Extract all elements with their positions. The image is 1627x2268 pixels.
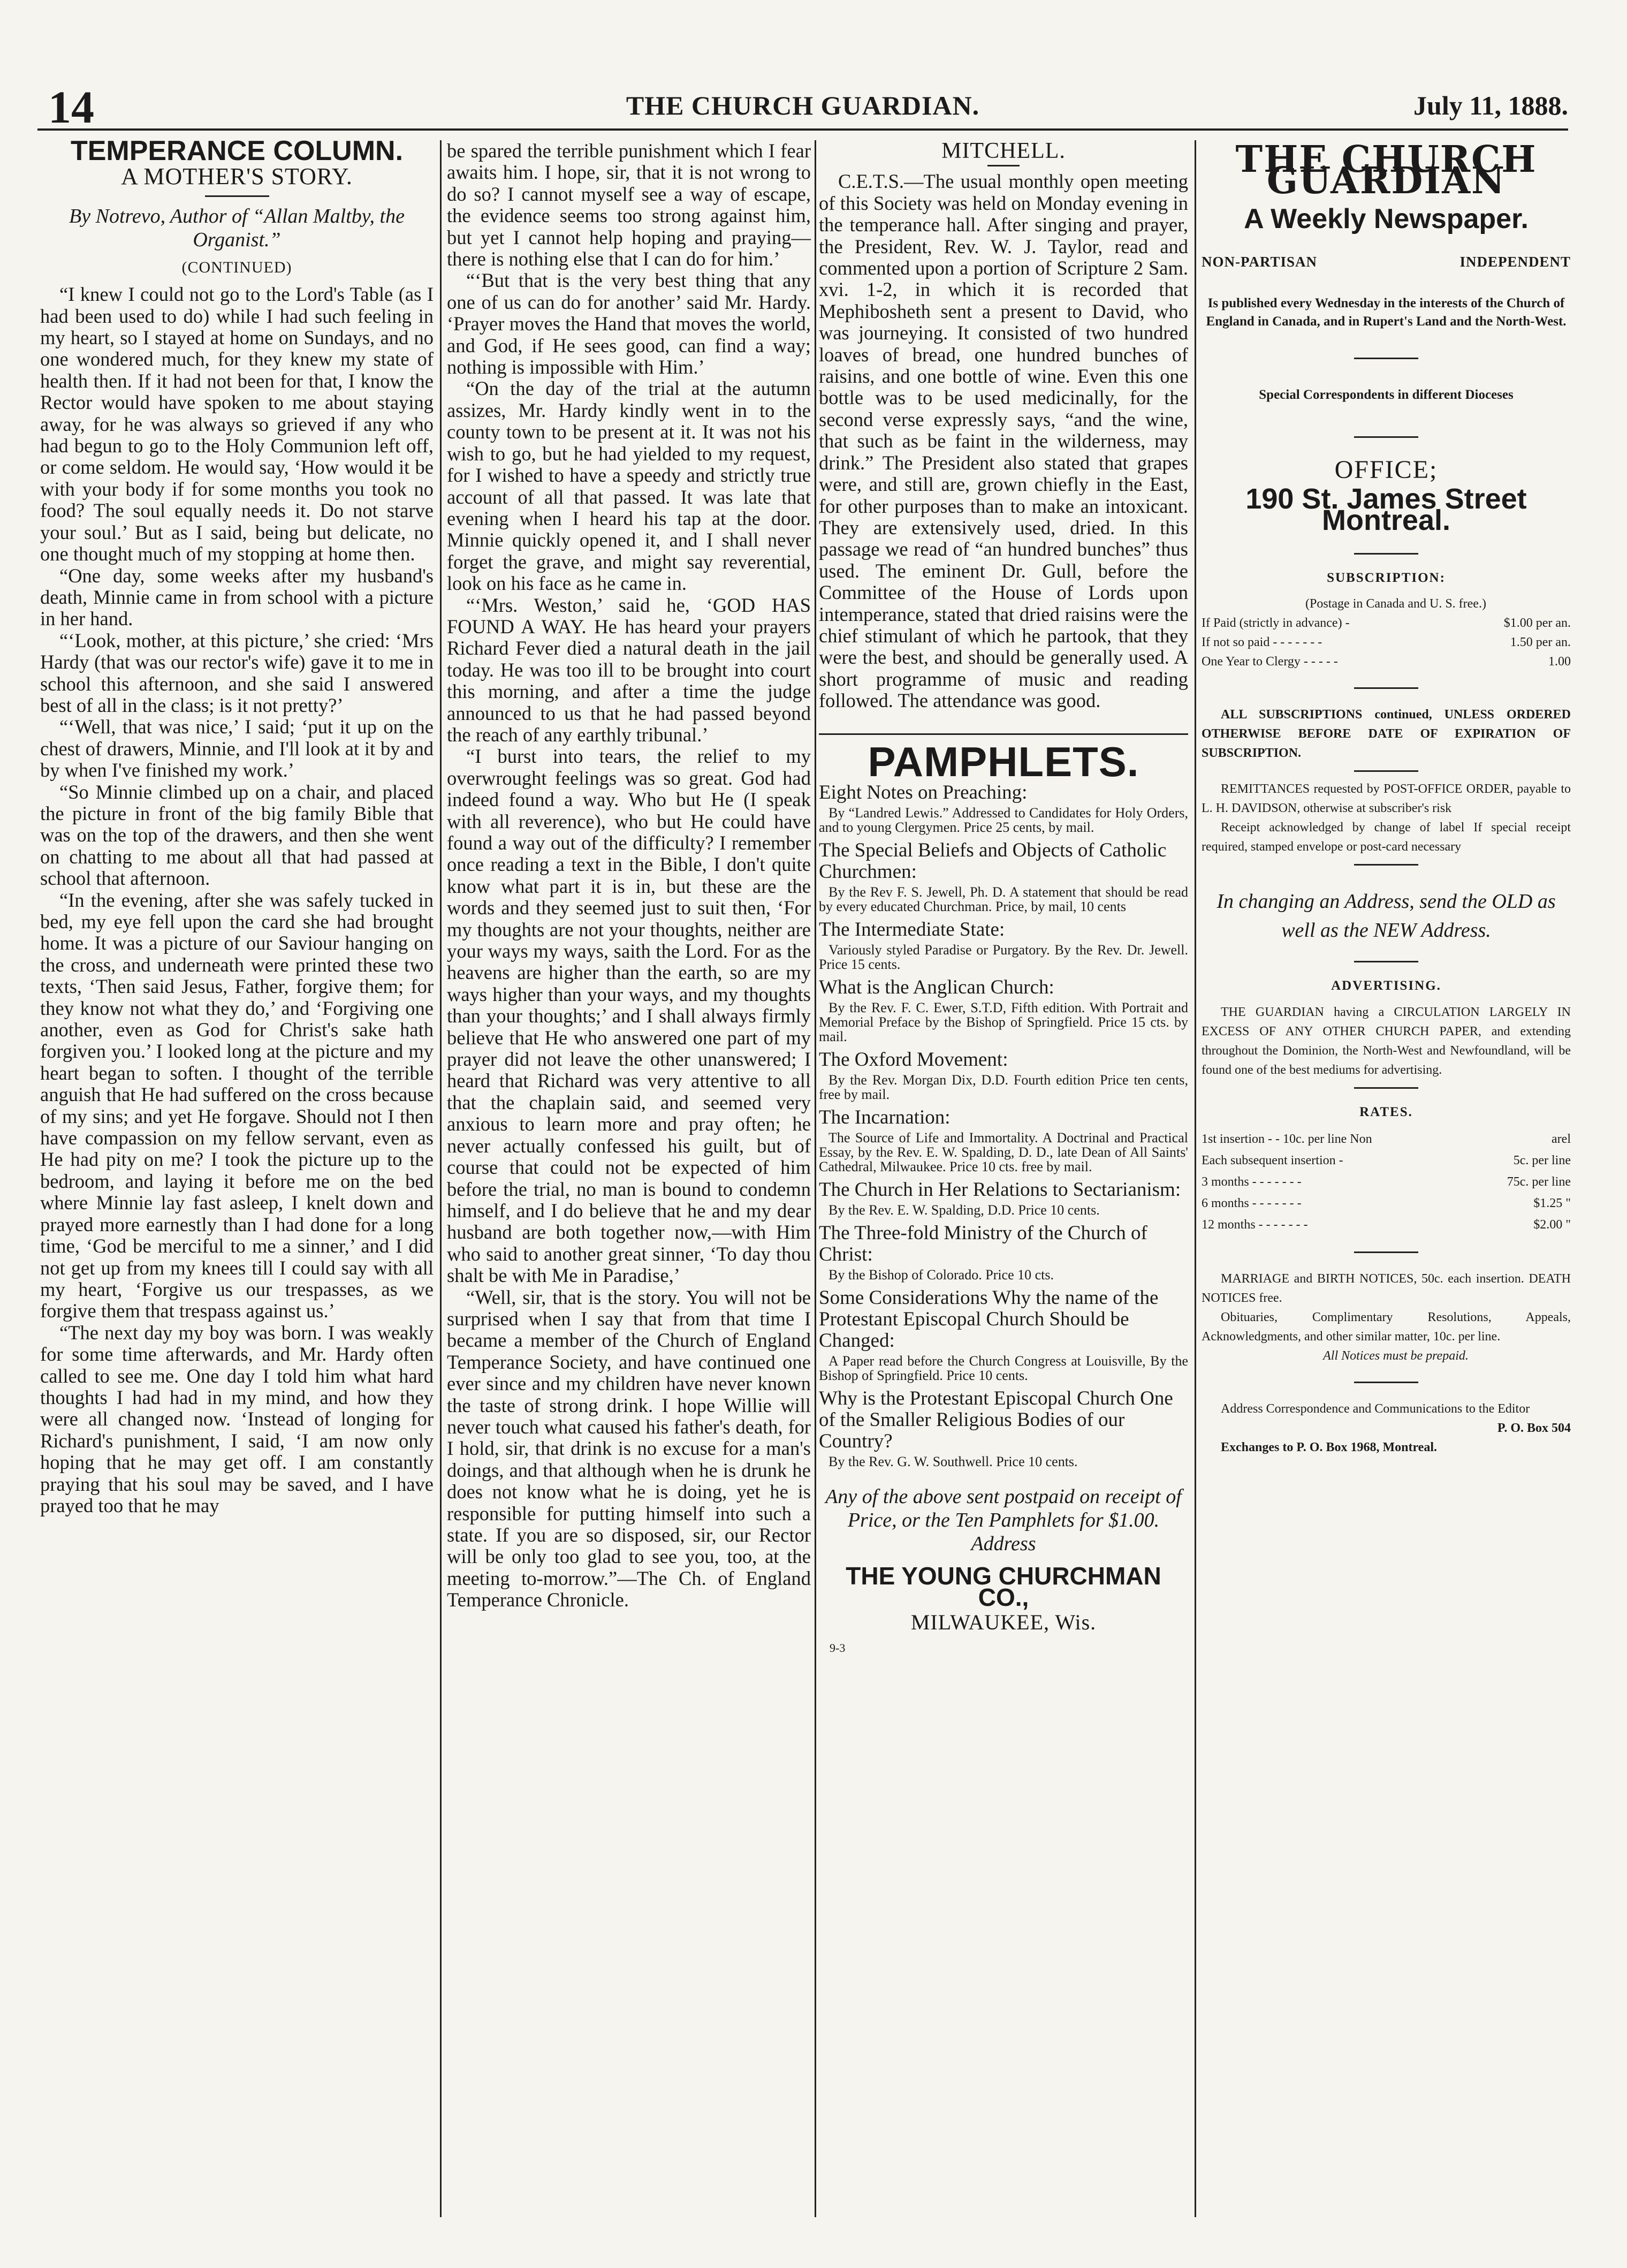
subscription-label: If not so paid - - - - - - -: [1202, 635, 1322, 650]
pamphlet-description: A Paper read before the Church Congress at Louisville, By the Bishop of Springfield. Price 10 cents.: [819, 1353, 1188, 1383]
page-number: 14: [48, 81, 94, 133]
rate-price: $1.25 ": [1533, 1196, 1571, 1211]
remittances-notice: REMITTANCES requested by POST-OFFICE ORDER, payable to L. H. DAVIDSON, otherwise at subscriber's risk: [1202, 782, 1571, 816]
marriage-notice: MARRIAGE and BIRTH NOTICES, 50c. each insertion. DEATH NOTICES free.: [1202, 1272, 1571, 1306]
publisher-name: THE YOUNG CHURCHMAN CO.,: [846, 1561, 1161, 1612]
rate-price: arel: [1552, 1132, 1571, 1147]
mitchell-report: C.E.T.S.—The usual monthly open meeting of this Society was held on Monday evening in the temperance hall. After singing and prayer, the President, Rev. W. J. Taylor, read and commented upon a portion of Scripture 2 Sam. xvi. 1-2, in which it is recorded that Mephibosheth sent a present to David, who was journeying. It consisted of two hundred loaves of bread, one hundred bunches of raisins, and one bottle of wine. Even this one bottle was to be used medicinally, for the second verse expressly says, “and the wine, that such as be faint in the wilderness, may drink.” The President also stated that grapes were, and still are, grown chiefly in the East, for other purposes than to make an intoxicant. They are extensively used, dried. In this passage we read of “an hundred bunches” thus used. The eminent Dr. Gull, before the Committee of the House of Lords upon intemperance, stated that dried raisins were the chief stimulant of which he partook, that they were the best, and should be generally used. A short programme of music and reading followed. The attendance was good.: [819, 170, 1188, 712]
continued-label: (CONTINUED): [181, 258, 292, 276]
rate-row: [1202, 1150, 1571, 1171]
pamphlets-heading: PAMPHLETS.: [868, 738, 1139, 785]
pamphlet-description: By the Rev. F. C. Ewer, S.T.D, Fifth edition. With Portrait and Memorial Preface by the Bishop of Springfield. Price 15 cts. by mail.: [819, 999, 1188, 1044]
advertising-heading: ADVERTISING.: [1331, 978, 1441, 993]
subscription-row: [1202, 613, 1571, 633]
masthead-rule: [37, 128, 1568, 131]
story-paragraph: “One day, some weeks after my husband's death, Minnie came in from school with a picture in her hand.: [40, 564, 434, 630]
subscription-row: [1202, 652, 1571, 671]
rate-row: [1202, 1128, 1571, 1150]
paper-stance: [1202, 251, 1571, 272]
office-label: OFFICE;: [1334, 455, 1438, 484]
change-address-notice: In changing an Address, send the OLD as well as the NEW Address.: [1217, 890, 1556, 942]
pamphlet-title: Some Considerations Why the name of the Protestant Episcopal Church Should be Changed:: [819, 1286, 1159, 1352]
story-paragraph: “In the evening, after she was safely tucked in bed, my eye fell upon the card she had brought home. It was a picture of our Saviour hanging on the cross, and underneath were printed these two texts, ‘Then said Jesus, Father, forgive them; for they know not what they do,’ and ‘Forgiving one another, even as God for Christ's sake hath forgiven you.’ I looked long at the picture and my heart began to soften. I thought of the terrible anguish that He had suffered on the cross because of my sins; and yet He forgave. Should not I then have compassion on my fellow servant, even as He had pity on me? I took the picture up to the bedroom, and laying it before me on the bed where Minnie lay fast asleep, I knelt down and prayed more earnestly than I had done for a long time, ‘God be merciful to me a sinner,’ and I did not get up from my knees till I could say with all my heart, ‘Forgive us our trespasses, as we forgive them that trespass against us.’: [40, 889, 434, 1322]
subscription-heading: SUBSCRIPTION:: [1327, 570, 1446, 585]
rate-label: Each subsequent insertion -: [1202, 1154, 1343, 1168]
story-title: A MOTHER'S STORY.: [121, 163, 353, 190]
subscription-price: 1.00: [1548, 655, 1571, 669]
pamphlet-description: By the Rev. G. W. Southwell. Price 10 cents.: [828, 1453, 1078, 1469]
pamphlet-title: Eight Notes on Preaching:: [819, 781, 1028, 803]
ad-code: 9-3: [830, 1641, 846, 1655]
subscription-price: $1.00 per an.: [1503, 616, 1571, 631]
paper-name: THE CHURCH GUARDIAN: [1235, 138, 1537, 203]
independent-label: INDEPENDENT: [1459, 254, 1571, 270]
divider: [1354, 553, 1418, 555]
story-paragraph: “The next day my boy was born. I was weakly for some time afterwards, and Mr. Hardy often called to see me. One day I told him what hard thoughts I had had in my mind, and how they were all changed now. ‘Instead of longing for Richard's punishment, I said, ‘I am now only hoping that he may get off. I am constantly praying that his soul may be saved, and I have prayed too that he may: [40, 1321, 434, 1516]
obituaries-notice: Obituaries, Complimentary Resolutions, Appeals, Acknowledgments, and other similar matter, 10c. per line.: [1202, 1310, 1571, 1344]
pamphlet-description: By “Landred Lewis.” Addressed to Candidates for Holy Orders, and to young Clergymen. Price 25 cents, by mail.: [819, 805, 1188, 835]
section-rule: [819, 733, 1188, 735]
pamphlet-description: By the Rev. Morgan Dix, D.D. Fourth edition Price ten cents, free by mail.: [819, 1072, 1188, 1102]
story-paragraph: “On the day of the trial at the autumn assizes, Mr. Hardy kindly went in to the county town to be present at it. It was not his wish to go, but he had yielded to my request, for I wished to have a speedy and strictly true account of all that passed. It was late that evening when I heard his tap at the door. Minnie quickly opened it, and I shall never forget the grave, and might say reverential, look on his face as he came in.: [447, 377, 811, 595]
subscription-row: [1202, 633, 1571, 652]
story-paragraph: “‘But that is the very best thing that any one of us can do for another’ said Mr. Hardy. ‘Prayer moves the Hand that moves the world, and God, if He sees good, can find a way; nothing is impossible with Him.’: [447, 269, 811, 378]
postpaid-note: Any of the above sent postpaid on receipt of Price, or the Ten Pamphlets for $1.00. Address: [825, 1485, 1182, 1555]
column-mitchell-pamphlets: [819, 140, 1188, 1659]
subscription-label: If Paid (strictly in advance) -: [1202, 616, 1350, 631]
pamphlet-title: The Incarnation:: [819, 1106, 951, 1128]
column-story-continued: [447, 140, 811, 1611]
column-temperance: [40, 135, 434, 1516]
story-paragraph: “I knew I could not go to the Lord's Table (as I had been used to do) while I had such feeling in my heart, so I stayed at home on Sundays, and no one wondered much, for they knew my state of health then. If it had not been for that, I know the Rector would have spoken to me about staying away, for he was always so grieved if any who had begun to go to the Holy Communion left off, or come seldom. He would say, ‘How would it be with your body if for some months you took no food? The soul equally needs it. Do not starve your soul.’ But as I said, being but delicate, no one thought much of my stopping at home then.: [40, 283, 434, 565]
rate-label: 3 months - - - - - - -: [1202, 1175, 1302, 1189]
story-paragraph: be spared the terrible punishment which I fear awaits him. I hope, sir, that it is not wrong to do so? I cannot myself see a way of escape, the evidence seems too strong against him, but yet I cannot help hoping and praying—there is nothing else that I can do for him.’: [447, 140, 811, 270]
story-paragraph: “Well, sir, that is the story. You will not be surprised when I say that from that time I became a member of the Church of England Temperance Society, and have continued one ever since and my children have never known the taste of strong drink. I hope Willie will never touch what caused his father's death, for I hold, sir, that drink is no excuse for a man's doings, and that although when he is drunk he does not know what he is doing, yet he is responsible for putting himself into such a state. If you are so disposed, sir, our Rector will be only too glad to see you, too, at the meeting to-morrow.”—The Ch. of England Temperance Chronicle.: [447, 1286, 811, 1611]
rate-label: 12 months - - - - - - -: [1202, 1218, 1308, 1232]
divider: [1354, 687, 1418, 689]
po-box: P. O. Box 504: [1497, 1421, 1571, 1436]
pamphlet-description: Variously styled Paradise or Purgatory. By the Rev. Dr. Jewell. Price 15 cents.: [819, 942, 1188, 972]
rate-price: $2.00 ": [1533, 1218, 1571, 1232]
divider: [1354, 358, 1418, 359]
masthead: [37, 80, 1568, 133]
column-church-guardian-info: [1202, 140, 1571, 1457]
byline: By Notrevo, Author of “Allan Maltby, the Organist.”: [69, 204, 405, 251]
story-paragraph: “‘Mrs. Weston,’ said he, ‘GOD HAS FOUND A WAY. He has heard your prayers Richard Fever died a natural death in the jail today. He was too ill to be brought into court this morning, and after a time the judge announced to us that he had passed beyond the reach of any earthly tribunal.’: [447, 594, 811, 746]
divider: [1354, 961, 1418, 962]
correspondence-notice: Address Correspondence and Communications to the Editor: [1221, 1402, 1530, 1416]
pamphlet-description: By the Bishop of Colorado. Price 10 cts.: [828, 1266, 1054, 1283]
divider: [1354, 864, 1418, 866]
divider: [205, 195, 269, 197]
non-partisan-label: NON-PARTISAN: [1202, 254, 1318, 270]
divider: [987, 165, 1020, 166]
mitchell-heading: MITCHELL.: [941, 139, 1066, 163]
pamphlet-list: [819, 782, 1188, 1469]
prepaid-notice: All Notices must be prepaid.: [1323, 1349, 1469, 1363]
divider: [1354, 1251, 1418, 1253]
temperance-heading: TEMPERANCE COLUMN.: [70, 135, 404, 166]
paper-tagline: A Weekly Newspaper.: [1244, 203, 1529, 234]
rate-label: 1st insertion - - 10c. per line Non: [1202, 1132, 1372, 1147]
pamphlet-description: By the Rev F. S. Jewell, Ph. D. A statement that should be read by every educated Churchman. Price, by mail, 10 cents: [819, 884, 1188, 914]
rate-row: [1202, 1171, 1571, 1193]
divider: [1354, 436, 1418, 438]
pamphlet-description: The Source of Life and Immortality. A Doctrinal and Practical Essay, by the Rev. E. W. Spalding, D. D., late Dean of All Saints' Cathedral, Milwaukee. Price 10 cts. free by mail.: [819, 1129, 1188, 1174]
pamphlet-title: Why is the Protestant Episcopal Church One of the Smaller Religious Bodies of our Country?: [819, 1387, 1173, 1452]
correspondents-note: Special Correspondents in different Dioceses: [1259, 387, 1514, 402]
pamphlet-description: By the Rev. E. W. Spalding, D.D. Price 10 cents.: [828, 1202, 1100, 1218]
pamphlet-title: The Oxford Movement:: [819, 1048, 1008, 1071]
divider: [1354, 770, 1418, 772]
postage-note: (Postage in Canada and U. S. free.): [1305, 597, 1486, 611]
rate-price: 5c. per line: [1513, 1154, 1571, 1168]
rate-price: 75c. per line: [1507, 1175, 1571, 1189]
column-divider: [440, 140, 442, 2217]
continued-subscription-notice: ALL SUBSCRIPTIONS continued, UNLESS ORDERED OTHERWISE BEFORE DATE OF EXPIRATION OF SUBSCRIPTION.: [1202, 708, 1571, 761]
pamphlet-title: The Three-fold Ministry of the Church of Christ:: [819, 1222, 1147, 1265]
pamphlet-title: The Church in Her Relations to Sectarianism:: [819, 1178, 1181, 1201]
column-divider: [1195, 140, 1196, 2217]
column-divider: [815, 140, 816, 2217]
story-paragraph: “‘Well, that was nice,’ I said; ‘put it up on the chest of drawers, Minnie, and I'll look at it by and by when I've finished my work.’: [40, 716, 434, 782]
story-paragraph: “I burst into tears, the relief to my overwrought feelings was so great. God had indeed found a way. Who but He (I speak with all reverence), who but He could have found a way out of the difficulty? I remember once reading a text in the Bible, I don't quite know what part it is in, but these are the words and they seemed just to suit then, ‘For my thoughts are not your thoughts, neither are your ways my ways, saith the Lord. For as the heavens are higher than the earth, so are my ways higher than your ways, and my thoughts than your thoughts;’ and I shall always firmly believe that He who answered one part of my prayer did not leave the other unanswered; I heard that Richard was very attentive to all that the chaplain said, and seemed very anxious to learn more and pray often; he never actually confessed his guilt, but of course that could not be expected of him before the trial, no man is bound to condemn himself, and I do believe that he and my dear husband are both together now,—with Him who said to another great sinner, ‘To day thou shalt be with Me in Paradise,’: [447, 745, 811, 1287]
pamphlet-title: The Special Beliefs and Objects of Catholic Churchmen:: [819, 839, 1167, 883]
story-paragraph: “So Minnie climbed up on a chair, and placed the picture in front of the big family Bible that was on the top of the drawers, and then she went on chatting to me about all that had passed at school that afternoon.: [40, 780, 434, 890]
subscription-price: 1.50 per an.: [1510, 635, 1571, 650]
pamphlet-title: What is the Anglican Church:: [819, 976, 1054, 998]
rate-label: 6 months - - - - - - -: [1202, 1196, 1302, 1211]
rate-row: [1202, 1214, 1571, 1235]
newspaper-title: THE CHURCH GUARDIAN.: [626, 90, 980, 120]
pamphlet-title: The Intermediate State:: [819, 918, 1005, 940]
published-note: Is published every Wednesday in the interests of the Church of England in Canada, and in Rupert's Land and the North-West.: [1206, 295, 1567, 329]
publisher-city: MILWAUKEE, Wis.: [910, 1610, 1097, 1634]
advertising-text: THE GUARDIAN having a CIRCULATION LARGELY IN EXCESS OF ANY OTHER CHURCH PAPER, and extending throughout the Dominion, the North-West and Newfoundland, will be found one of the best mediums for advertising.: [1202, 1005, 1571, 1077]
issue-date: July 11, 1888.: [1413, 90, 1568, 120]
divider: [1354, 1382, 1418, 1383]
subscription-label: One Year to Clergy - - - - -: [1202, 655, 1338, 669]
rates-heading: RATES.: [1359, 1104, 1413, 1119]
rate-row: [1202, 1193, 1571, 1214]
rates-table: [1202, 1128, 1571, 1235]
exchanges-notice: Exchanges to P. O. Box 1968, Montreal.: [1221, 1440, 1438, 1455]
story-paragraph: “‘Look, mother, at this picture,’ she cried: ‘Mrs Hardy (that was our rector's wife) gave it to me in school this afternoon, and she said I answered best of all in the class; is it not pretty?’: [40, 629, 434, 716]
receipt-notice: Receipt acknowledged by change of label If special receipt required, stamped envelope or post-card necessary: [1202, 821, 1571, 854]
divider: [1354, 1087, 1418, 1089]
office-address: 190 St. James Street Montreal.: [1245, 483, 1527, 537]
